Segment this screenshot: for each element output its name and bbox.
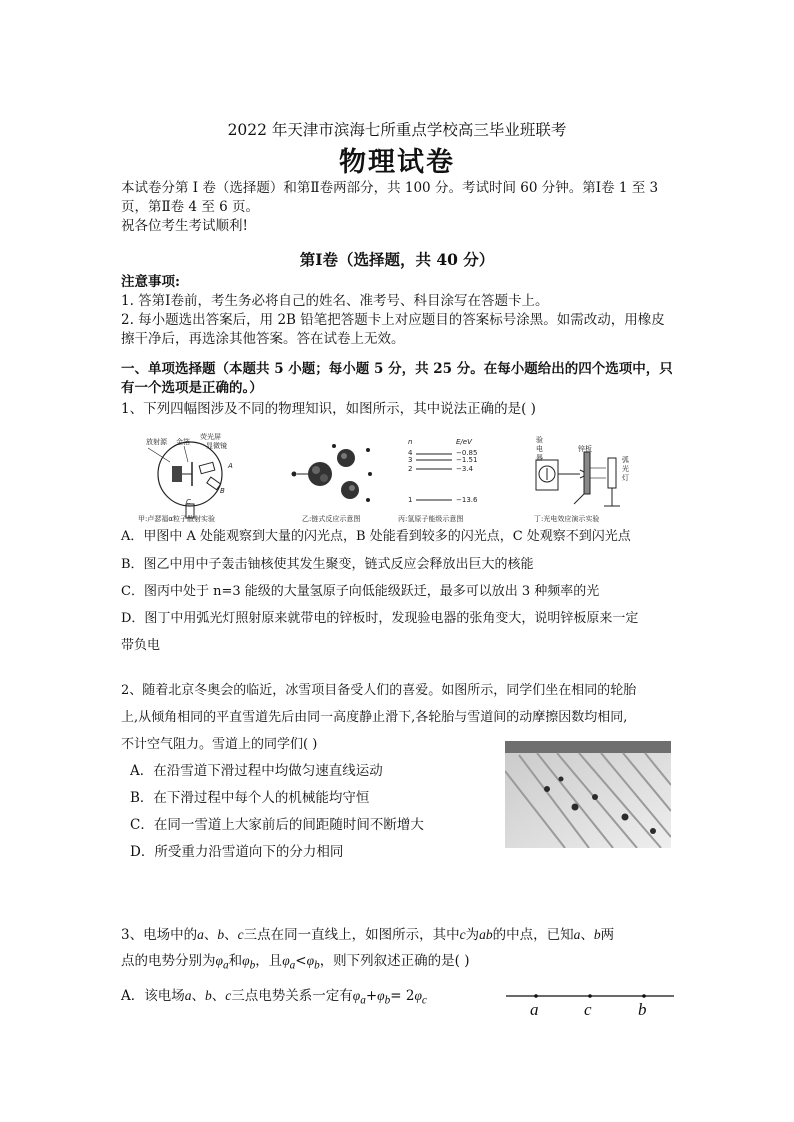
note-1: 1. 答第Ⅰ卷前，考生务必将自己的姓名、准考号、科目涂写在答题卡上。 xyxy=(121,293,549,309)
phi-b-1: φ xyxy=(242,953,250,968)
q3-text-8: ，则下列叙述正确的是( ) xyxy=(319,953,470,969)
part1-heading-line-2: 有一个选项是正确的。） xyxy=(121,380,263,396)
q3-option-a xyxy=(121,986,427,1011)
opt-var-a: a xyxy=(184,988,192,1003)
opt-sep-2: 、 xyxy=(211,988,226,1004)
q1-figure-c xyxy=(400,438,495,524)
opt-var-c: c xyxy=(225,988,232,1003)
q3-and: 和 xyxy=(228,953,243,969)
q1-option-c: C．图丙中处于 n=3 能级的大量氢原子向低能级跃迁，最多可以放出 3 种频率的光 xyxy=(121,584,600,599)
var-c-2: c xyxy=(459,927,466,942)
phi-a-1: φ xyxy=(215,953,223,968)
var-c: c xyxy=(237,927,244,942)
sep-1: 、 xyxy=(203,927,218,943)
label-c: C xyxy=(186,498,191,506)
energy-level-diagram xyxy=(400,438,495,524)
q3-text-4: 的中点，已知 xyxy=(492,927,574,943)
note-2-line-1: 2. 每小题选出答案后，用 2B 铅笔把答题卡上对应题目的答案标号涂黑。如需改动，用橡皮 xyxy=(121,312,665,328)
sep-2: 、 xyxy=(224,927,238,943)
notes-title: 注意事项: xyxy=(121,274,180,290)
section-title: 第Ⅰ卷（选择题，共 40 分） xyxy=(299,250,495,269)
level-1-e: −13.6 xyxy=(456,496,478,504)
intro-line-3: 祝各位考生考试顺利! xyxy=(121,218,248,234)
label-microscope: 显微镜 xyxy=(206,442,227,450)
label-arc-lamp: 弧光灯 xyxy=(622,456,629,482)
q2-stem-line-1: 2、随着北京冬奥会的临近，冰雪项目备受人们的喜爱。如图所示，同学们坐在相同的轮胎 xyxy=(121,683,637,698)
q3-stem-line-1 xyxy=(121,925,614,945)
var-a-2: a xyxy=(573,927,581,942)
lt-sign: < xyxy=(295,953,307,969)
intro-line-1: 本试卷分第 I 卷（选择题）和第Ⅱ卷两部分，共 100 分。考试时间 60 分钟。第Ⅰ卷 1 至 3 xyxy=(121,180,659,196)
label-foil: 金箔 xyxy=(176,438,190,446)
fig-d-caption: 丁:光电效应演示实验 xyxy=(534,515,600,523)
q2-option-a: A．在沿雪道下滑过程中均做匀速直线运动 xyxy=(130,763,383,779)
q1-figure-b xyxy=(288,440,378,524)
q3-text-3: 为 xyxy=(465,927,480,943)
q1-option-a: A．甲图中 A 处能观察到大量的闪光点，B 处能看到较多的闪光点，C 处观察不到闪光点 xyxy=(121,529,631,544)
point-label-c: c xyxy=(584,1000,592,1019)
note-2-line-2: 擦干净后，再选涂其他答案。答在试卷上无效。 xyxy=(121,331,405,347)
fig-c-caption: 丙:氢原子能级示意图 xyxy=(398,515,464,523)
q1-stem: 1、下列四幅图涉及不同的物理知识，如图所示，其中说法正确的是( ) xyxy=(121,401,536,417)
q3-text-1: 3、电场中的 xyxy=(121,927,198,943)
level-2-e: −3.4 xyxy=(456,465,473,473)
chain-reaction-diagram xyxy=(288,440,378,510)
opt-phi-a-sub: a xyxy=(360,994,366,1007)
q3-text-7: ，且 xyxy=(255,953,283,969)
q3-text-5: 两 xyxy=(600,927,615,943)
point-label-a: a xyxy=(530,1000,539,1019)
phi-a-2-sub: a xyxy=(289,959,296,972)
opt-phi-c: φ xyxy=(414,988,422,1003)
q1-option-d-line-2: 带负电 xyxy=(121,638,161,653)
exam-subject: 物理试卷 xyxy=(339,147,455,178)
part1-heading-line-1: 一、单项选择题（本题共 5 小题；每小题 5 分，共 25 分。在每小题给出的四个选项中，只 xyxy=(121,361,673,377)
label-screen: 荧光屏 xyxy=(200,433,221,441)
phi-b-2: φ xyxy=(306,953,315,968)
plus-sign: + xyxy=(365,988,378,1004)
q2-stem-line-3: 不计空气阻力。雪道上的同学们( ) xyxy=(121,737,318,752)
label-a: A xyxy=(228,462,233,470)
opt-sep-1: 、 xyxy=(191,988,205,1004)
phi-b-1-sub: b xyxy=(249,959,256,972)
q3-stem-line-2 xyxy=(121,951,470,976)
opt-phi-c-sub: c xyxy=(421,994,427,1007)
level-4-e: −0.85 xyxy=(456,449,478,457)
q2-stem-line-2: 上,从倾角相同的平直雪道先后由同一高度静止滑下,各轮胎与雪道间的动摩擦因数均相同, xyxy=(121,710,628,725)
opt-phi-a: φ xyxy=(352,988,361,1003)
fig-a-caption: 甲:卢瑟福α粒子散射实验 xyxy=(138,515,215,523)
level-4-n: 4 xyxy=(408,449,413,457)
q3-text-6: 点的电势分别为 xyxy=(121,953,216,969)
level-n-header: n xyxy=(408,438,413,446)
label-b: B xyxy=(220,487,225,495)
equals-2: = 2 xyxy=(390,988,415,1004)
var-ab: ab xyxy=(479,927,493,942)
q1-option-d-line-1: D．图丁中用弧光灯照射原来就带电的锌板时，发现验电器的张角变大，说明锌板原来一定 xyxy=(121,611,639,626)
point-label-b: b xyxy=(638,1000,647,1019)
intro-line-2: 页，第Ⅱ卷 4 至 6 页。 xyxy=(121,199,260,215)
level-2-n: 2 xyxy=(408,465,413,473)
phi-b-2-sub: b xyxy=(314,959,320,972)
opt-var-b: b xyxy=(205,988,212,1003)
q1-figure-d xyxy=(530,434,640,524)
q2-option-b: B．在下滑过程中每个人的机械能均守恒 xyxy=(130,790,370,806)
label-zinc-plate: 锌板 xyxy=(578,445,592,453)
q2-option-d: D．所受重力沿雪道向下的分力相同 xyxy=(130,844,344,860)
phi-a-1-sub: a xyxy=(222,959,229,972)
fig-b-caption: 乙:链式反应示意图 xyxy=(302,515,361,523)
var-b: b xyxy=(217,927,225,942)
opt-phi-b-sub: b xyxy=(384,994,391,1007)
phi-a-2: φ xyxy=(282,953,290,968)
q3-text-2: 三点在同一直线上，如图所示，其中 xyxy=(243,927,460,943)
level-e-header: E/eV xyxy=(456,438,472,446)
q2-option-c: C．在同一雪道上大家前后的间距随时间不断增大 xyxy=(130,817,424,833)
q1-option-b: B．图乙中用中子轰击铀核使其发生聚变，链式反应会释放出巨大的核能 xyxy=(121,557,534,572)
q3-opt-a-text-1: A．该电场 xyxy=(121,988,185,1004)
level-1-n: 1 xyxy=(408,496,413,504)
opt-phi-b: φ xyxy=(377,988,385,1003)
var-a: a xyxy=(197,927,204,942)
exam-title: 2022 年天津市滨海七所重点学校高三毕业班联考 xyxy=(227,121,567,139)
sep-3: 、 xyxy=(580,927,594,943)
snow-slope-photo xyxy=(505,741,671,848)
q1-figure-a xyxy=(140,432,240,524)
level-3-n: 3 xyxy=(408,456,413,464)
label-source: 放射源 xyxy=(146,438,167,446)
label-electroscope: 验电器 xyxy=(536,436,543,462)
var-b-2: b xyxy=(593,927,601,942)
snow-slope-image xyxy=(505,741,671,848)
q3-opt-a-text-2: 三点电势关系一定有 xyxy=(231,988,353,1004)
level-3-e: −1.51 xyxy=(456,456,478,464)
q3-line-figure xyxy=(506,986,676,1026)
